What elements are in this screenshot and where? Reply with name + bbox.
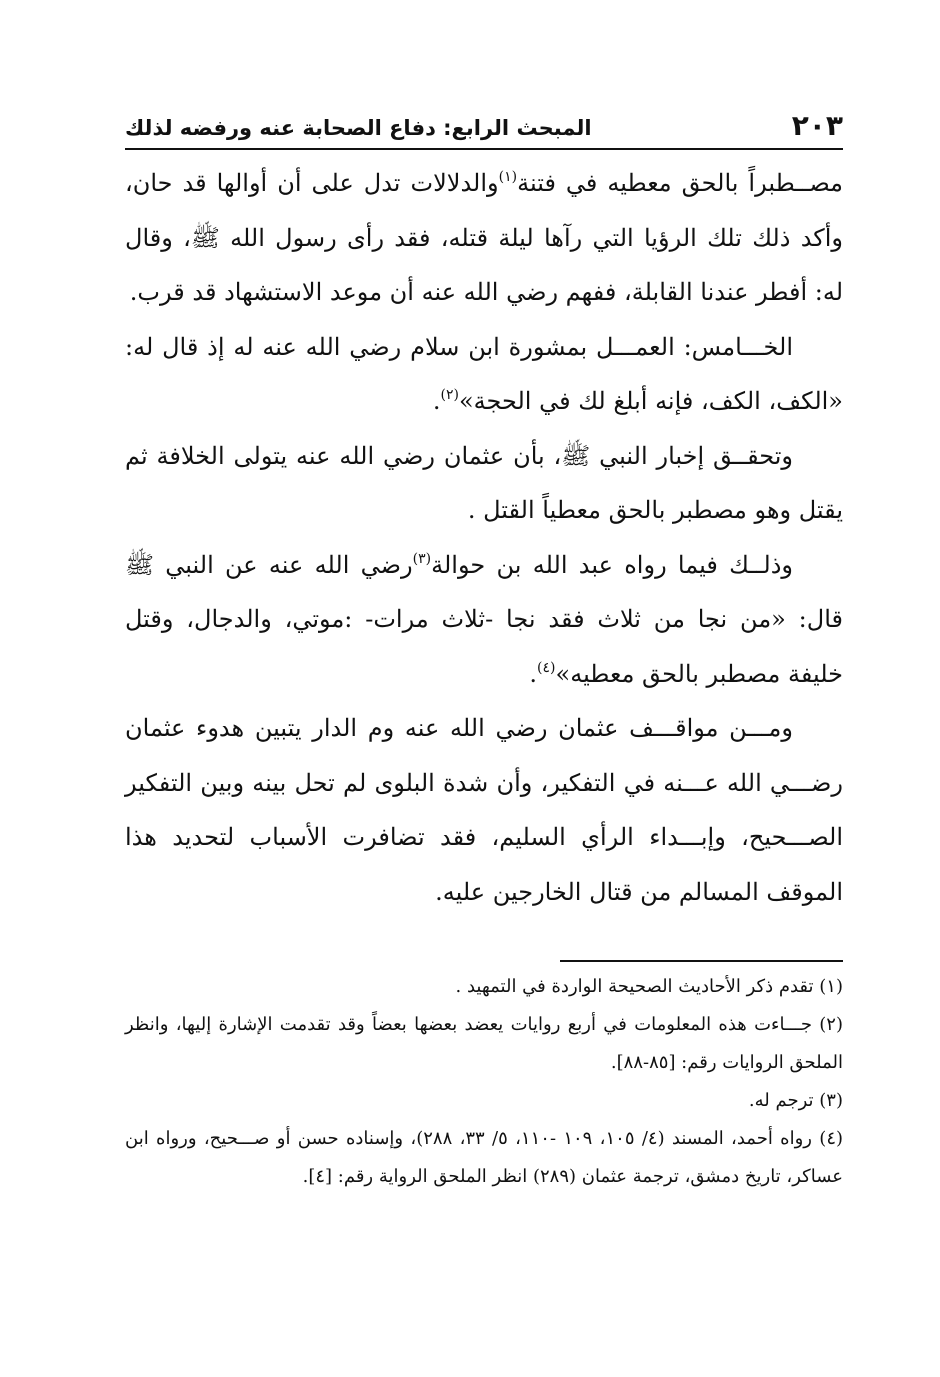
paragraph-1 (125, 156, 843, 320)
footnote-number: (٣) (819, 1090, 843, 1111)
footnote-text: تقدم ذكر الأحاديث الصحيحة الواردة في التمهيد . (455, 976, 814, 997)
page-header (125, 108, 843, 150)
paragraph-3 (125, 429, 843, 538)
footnote-4 (125, 1120, 843, 1196)
paragraph-4 (125, 538, 843, 702)
paragraph-text: مصــطبراً بالحق معطيه في فتنة (517, 169, 844, 197)
footnote-3 (125, 1082, 843, 1120)
footnote-2 (125, 1006, 843, 1082)
footnote-separator (560, 960, 843, 962)
paragraph-5 (125, 701, 843, 919)
footnote-ref-1: (١) (498, 169, 518, 185)
paragraph-text: . (432, 387, 441, 415)
page-number: ٢٠٣ (791, 109, 843, 142)
footnote-ref-3: (٣) (412, 550, 432, 567)
main-text (125, 156, 843, 919)
footnote-number: (١) (819, 976, 843, 997)
footnote-text: رواه أحمد، المسند (٤/ ١٠٥، ١٠٩ -١١٠، ٥/ ٣٣، ٢٨٨)، وإسناده حسن أو صـــحيح، ورواه ابن عساكر، تاريخ دمشق، ترجمة عثمان (٢٨٩) انظر الملحق الرواية رقم: [٤]. (125, 1128, 843, 1187)
paragraph-text: والدلالات تدل على أن أوالها قد حان، وأكد ذلك تلك الرؤيا التي رآها ليلة قتله، فقد رأى رسول الله ﷺ، وقال له: أفطر عندنا القابلة، ففهم رضي الله عنه أن موعد الاستشهاد قد قرب. (125, 169, 843, 306)
footnote-text: جـــاءت هذه المعلومات في أربع روايات يعضد بعضها بعضاً وقد تقدمت الإشارة إليها، وانظر الملحق الروايات رقم: [٨٥-٨٨]. (125, 1014, 843, 1073)
paragraph-text: . (529, 659, 538, 688)
footnote-ref-2: (٢) (440, 387, 459, 403)
paragraph-text: الخـــامس: العمـــل بمشورة ابن سلام رضي الله عنه له إذ قال له: «الكف، الكف، فإنه أبلغ لك في الحجة» (125, 332, 843, 415)
footnote-1 (125, 968, 843, 1006)
footnotes (125, 968, 843, 1196)
paragraph-text: وذلــك فيما رواه عبد الله بن حوالة (431, 550, 793, 579)
paragraph-text: ومـــن مواقـــف عثمان رضي الله عنه وم الدار يتبين هدوء عثمان رضـــي الله عـــنه في التفكير، وأن شدة البلوى لم تحل بينه وبين التفكير الصـــحيح، وإبـــداء الرأي السليم، فقد تضافرت الأسباب لتحديد هذا الموقف المسالم من قتال الخارجين عليه. (125, 714, 843, 906)
paragraph-text: وتحقــق إخبار النبي ﷺ، بأن عثمان رضي الله عنه يتولى الخلافة ثم يقتل وهو مصطبر بالحق معطياً القتل . (125, 441, 843, 524)
footnote-number: (٤) (819, 1128, 844, 1149)
paragraph-2 (125, 320, 843, 429)
footnote-text: ترجم له. (748, 1090, 814, 1111)
footnote-number: (٢) (819, 1014, 843, 1035)
paragraph-text: رضي الله عنه عن النبي ﷺ قال: «من نجا من ثلاث فقد نجا -ثلاث مرات- :موتي، والدجال، وقتل خليفة مصطبر بالحق معطيه» (125, 550, 843, 688)
footnote-ref-4: (٤) (537, 659, 556, 676)
running-title: المبحث الرابع: دفاع الصحابة عنه ورفضه لذلك (125, 116, 592, 140)
